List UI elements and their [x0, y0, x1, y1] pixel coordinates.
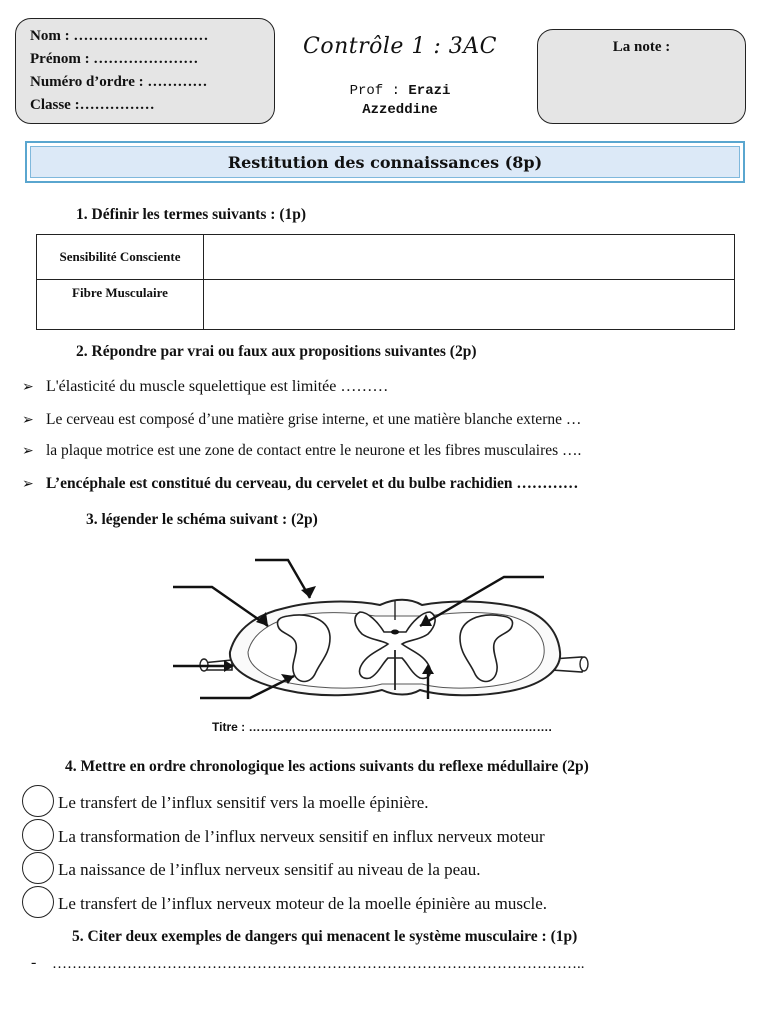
classe-field[interactable]: Classe :…………… — [30, 97, 155, 113]
term-sensibilite: Sensibilité Consciente — [37, 235, 204, 280]
list-item: La transformation de l’influx nerveux sensitif en influx nerveux moteur — [22, 825, 545, 851]
prof-name-last: Azzeddine — [362, 102, 438, 118]
q4-heading: 4. Mettre en ordre chronologique les actions suivants du reflexe médullaire (2p) — [65, 758, 589, 775]
prenom-field[interactable]: Prénom : ………………… — [30, 51, 199, 67]
list-item: Le transfert de l’influx sensitif vers la moelle épinière. — [22, 791, 429, 817]
answer-line[interactable]: …………………………………………………………………………………………….. — [52, 956, 585, 972]
spinal-cord-diagram — [170, 556, 600, 706]
list-item: ➢ Le cerveau est composé d’une matière grise interne, et une matière blanche externe … — [22, 411, 582, 428]
exam-title: Contrôle 1 : 3AC — [302, 34, 497, 59]
list-item: ➢ L'élasticité du muscle squelettique est limitée ……… — [22, 378, 389, 395]
q2-heading: 2. Répondre par vrai ou faux aux propositions suivantes (2p) — [76, 343, 477, 360]
central-canal — [391, 630, 399, 635]
diagram-title-field[interactable]: Titre : …………………………………………………………………. — [212, 720, 552, 734]
prof-name-first: Erazi — [408, 83, 451, 99]
arrow-bullet-icon: ➢ — [22, 412, 34, 428]
q3-heading: 3. légender le schéma suivant : (2p) — [86, 511, 318, 528]
answer-dash: - — [31, 954, 37, 971]
list-item: ➢ la plaque motrice est une zone de contact entre le neurone et les fibres musculaires …. — [22, 442, 582, 459]
q1-heading: 1. Définir les termes suivants : (1p) — [76, 206, 307, 223]
section-banner — [25, 141, 745, 183]
order-circle-input[interactable] — [22, 819, 54, 851]
grade-box[interactable] — [537, 29, 746, 124]
list-item: La naissance de l’influx nerveux sensitif au niveau de la peau. — [22, 858, 480, 884]
student-info-box — [15, 18, 275, 124]
prof-name — [300, 82, 500, 120]
list-item: ➢ L’encéphale est constitué du cerveau, du cervelet et du bulbe rachidien ………… — [22, 475, 579, 492]
arrow-bullet-icon: ➢ — [22, 476, 34, 492]
nom-field[interactable]: Nom : ……………………… — [30, 28, 209, 44]
section-banner-title: Restitution des connaissances (8p) — [30, 146, 740, 178]
table-row — [37, 235, 735, 280]
definition-answer-field[interactable] — [204, 235, 735, 280]
q5-heading: 5. Citer deux exemples de dangers qui menacent le système musculaire : (1p) — [72, 928, 578, 945]
list-item: Le transfert de l’influx nerveux moteur de la moelle épinière au muscle. — [22, 892, 547, 918]
order-circle-input[interactable] — [22, 785, 54, 817]
definitions-table — [36, 234, 735, 330]
arrow-bullet-icon: ➢ — [22, 379, 34, 395]
numero-field[interactable]: Numéro d’ordre : ………… — [30, 74, 208, 90]
term-fibre: Fibre Musculaire — [37, 280, 204, 330]
order-circle-input[interactable] — [22, 852, 54, 884]
order-circle-input[interactable] — [22, 886, 54, 918]
table-row — [37, 280, 735, 330]
arrow-bullet-icon: ➢ — [22, 443, 34, 459]
prof-prefix: Prof : — [349, 83, 409, 99]
definition-answer-field[interactable] — [204, 280, 735, 330]
note-label: La note : — [612, 39, 671, 55]
